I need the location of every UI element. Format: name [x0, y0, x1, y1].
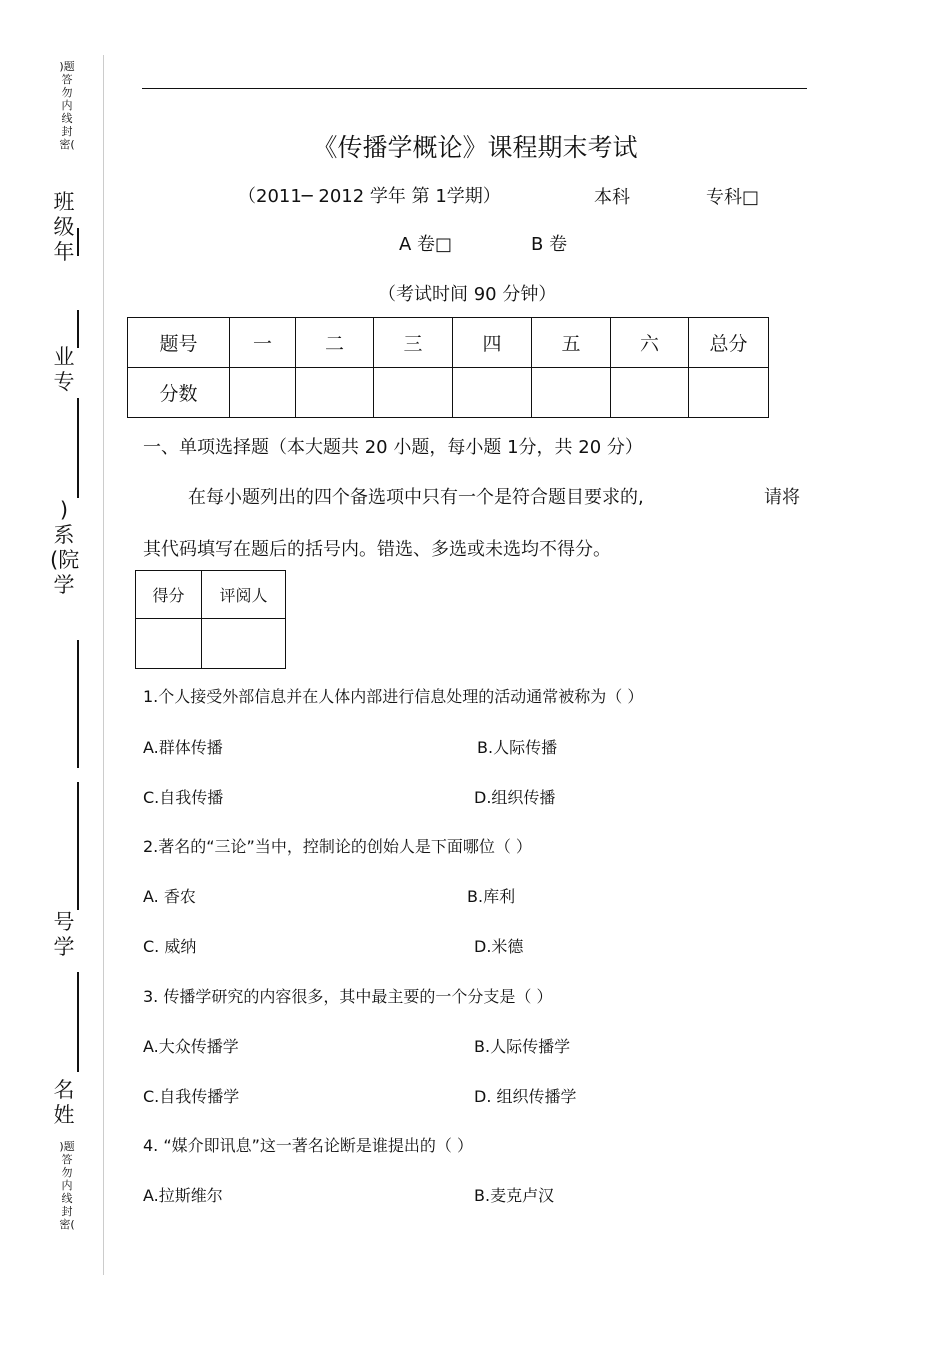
grader-score-cell[interactable] — [136, 619, 202, 669]
section-heading: 一、单项选择题（本大题共 20 小题，每小题 1分，共 20 分） — [143, 437, 643, 458]
score-header-cell: 题号 — [128, 318, 230, 368]
student-id-label: 号学 — [53, 910, 75, 959]
fill-line-class-2 — [77, 310, 79, 348]
option-c: C.自我传播 — [143, 788, 224, 807]
option-d: D.组织传播 — [474, 788, 556, 807]
option-a: A. 香农 — [143, 887, 196, 906]
score-cell[interactable] — [689, 368, 769, 418]
seal-notice-top: )题答勿内线封密( — [59, 60, 75, 151]
option-a: A.群体传播 — [143, 738, 223, 757]
junior-college-option: 专科□ — [706, 187, 760, 208]
instructions-line-1: 在每小题列出的四个备选项中只有一个是符合题目要求的, — [188, 487, 644, 508]
score-table-header-row — [128, 318, 769, 368]
score-table — [127, 317, 769, 418]
option-d: D. 组织传播学 — [474, 1087, 577, 1106]
score-header-cell: 总分 — [689, 318, 769, 368]
score-header-cell: 五 — [532, 318, 611, 368]
score-header-cell: 六 — [611, 318, 689, 368]
option-b: B.麦克卢汉 — [474, 1186, 555, 1205]
header-rule — [142, 88, 807, 89]
option-a: A.拉斯维尔 — [143, 1186, 223, 1205]
fill-line-id — [77, 972, 79, 1072]
score-cell[interactable] — [296, 368, 374, 418]
option-c: C. 威纳 — [143, 937, 197, 956]
undergrad-option: 本科 — [594, 187, 630, 208]
option-c: C.自我传播学 — [143, 1087, 240, 1106]
paper-a-option: A 卷□ — [399, 234, 453, 255]
question-stem: 4. “媒介即讯息”这一著名论断是谁提出的（ ） — [143, 1136, 474, 1155]
fill-line-class — [77, 228, 79, 256]
class-label — [50, 190, 78, 265]
score-cell[interactable] — [611, 368, 689, 418]
option-d: D.米德 — [474, 937, 524, 956]
grader-reviewer-label: 评阅人 — [202, 571, 286, 619]
score-header-cell: 一 — [230, 318, 296, 368]
term-info: （2011─ 2012 学年 第 1学期） — [238, 186, 501, 207]
exam-duration: （考试时间 90 分钟） — [378, 284, 557, 305]
score-header-cell: 三 — [374, 318, 453, 368]
question-stem: 1.个人接受外部信息并在人体内部进行信息处理的活动通常被称为（ ） — [143, 687, 644, 706]
fill-line-dept — [77, 640, 79, 768]
score-table-value-row — [128, 368, 769, 418]
score-cell[interactable] — [453, 368, 532, 418]
grader-reviewer-cell[interactable] — [202, 619, 286, 669]
option-a: A.大众传播学 — [143, 1037, 239, 1056]
score-cell[interactable] — [374, 368, 453, 418]
score-cell[interactable] — [230, 368, 296, 418]
name-label: 名姓 — [53, 1078, 75, 1127]
class-label-text: 班级年 — [53, 190, 75, 264]
major-label: 业专 — [53, 345, 75, 394]
seal-notice-bottom: )题答勿内线封密( — [59, 1140, 75, 1231]
paper-b-option: B 卷 — [531, 234, 568, 255]
instructions-line-1-end: 请将 — [764, 487, 800, 508]
score-row-label: 分数 — [128, 368, 230, 418]
option-b: B.库利 — [467, 887, 516, 906]
gutter-divider — [103, 55, 104, 1275]
score-header-cell: 二 — [296, 318, 374, 368]
score-header-cell: 四 — [453, 318, 532, 368]
dept-label: )系(院学 — [50, 498, 80, 597]
fill-line-major — [77, 398, 79, 498]
score-cell[interactable] — [532, 368, 611, 418]
fill-line-dept-2 — [77, 782, 79, 910]
grader-box — [135, 570, 286, 669]
instructions-line-2: 其代码填写在题后的括号内。错选、多选或未选均不得分。 — [143, 539, 611, 560]
option-b: B.人际传播 — [477, 738, 558, 757]
option-b: B.人际传播学 — [474, 1037, 571, 1056]
question-stem: 2.著名的“三论”当中，控制论的创始人是下面哪位（ ） — [143, 837, 532, 856]
question-stem: 3. 传播学研究的内容很多，其中最主要的一个分支是（ ） — [143, 987, 553, 1006]
exam-title: 《传播学概论》课程期末考试 — [312, 133, 638, 162]
grader-score-label: 得分 — [136, 571, 202, 619]
